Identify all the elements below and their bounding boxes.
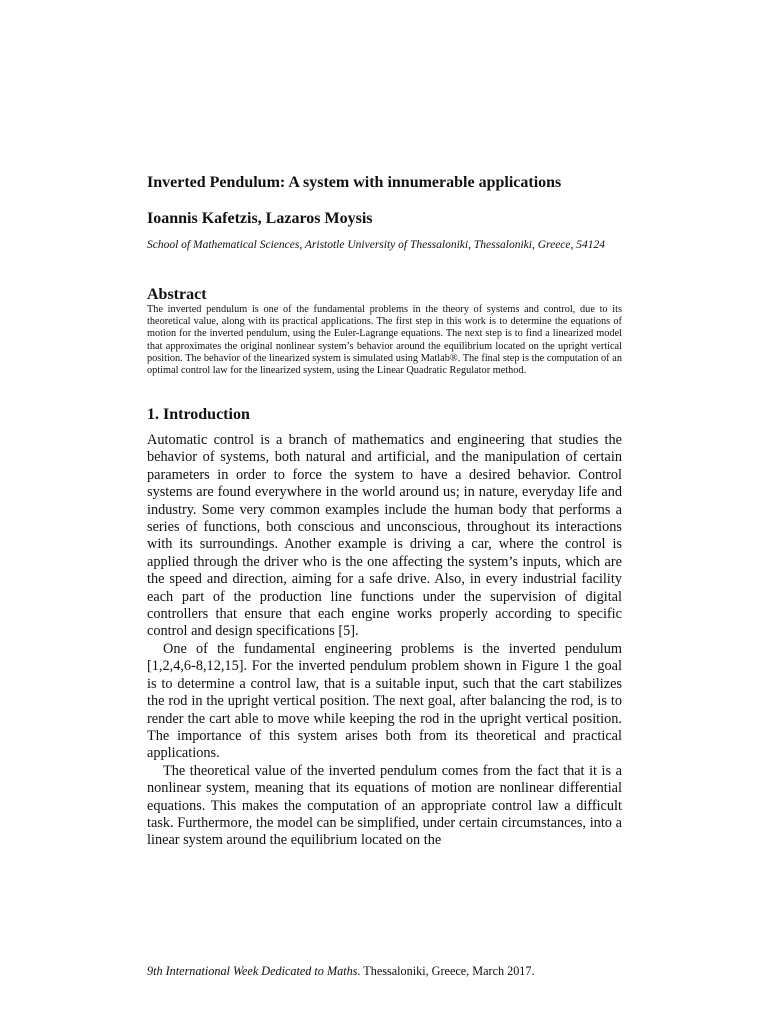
paper-page (147, 0, 622, 1024)
footer-location-date: . Thessaloniki, Greece, March 2017. (357, 964, 535, 978)
abstract-heading: Abstract (147, 286, 207, 303)
paragraph: One of the fundamental engineering problems is the inverted pendulum [1,2,4,6-8,12,15]. For the inverted pendulum problem shown in Figure 1 the goal is to determine a control law, that is a suitable input, such that the cart stabilizes the rod in the upright vertical position. The next goal, after balancing the rod, is to render the cart able to move while keeping the rod in the upright vertical position. The importance of this system arises both from its theoretical and practical applications. (147, 640, 622, 762)
section-heading-introduction: 1. Introduction (147, 406, 250, 423)
page-footer (147, 963, 622, 979)
paper-title: Inverted Pendulum: A system with innumerable applications (147, 174, 562, 191)
affiliation: School of Mathematical Sciences, Aristotle University of Thessaloniki, Thessaloniki, Greece, 54124 (147, 239, 606, 251)
footer-conference: 9th International Week Dedicated to Maths (147, 964, 358, 978)
paragraph: Automatic control is a branch of mathematics and engineering that studies the behavior of systems, both natural and artificial, and the manipulation of certain parameters in order to force the system to have a desired behavior. Control systems are found everywhere in the world around us; in nature, everyday life and industry. Some very common examples include the human body that performs a series of functions, both conscious and unconscious, throughout its interactions with its surroundings. Another example is driving a car, where the control is applied through the driver who is the one affecting the system’s inputs, which are the speed and direction, aiming for a safe drive. Also, in every industrial facility each part of the production line functions under the supervision of digital controllers that ensure that each engine works properly according to specific control and design specifications [5]. (147, 432, 622, 640)
author-list: Ioannis Kafetzis, Lazaros Moysis (147, 210, 373, 227)
abstract-text: The inverted pendulum is one of the fundamental problems in the theory of systems and control, due to its theoretical value, along with its practical applications. The first step in this work is to determine the equations of motion for the inverted pendulum, using the Euler-Lagrange equations. The next step is to find a linearized model that approximates the original nonlinear system’s behavior around the equilibrium located on the upright vertical position. The behavior of the linearized system is simulated using Matlab®. The final step is the computation of an optimal control law for the linearized system, using the Linear Quadratic Regulator method. (147, 304, 622, 377)
introduction-body (147, 432, 622, 850)
paragraph: The theoretical value of the inverted pendulum comes from the fact that it is a nonlinear system, meaning that its equations of motion are nonlinear differential equations. This makes the computation of an appropriate control law a difficult task. Furthermore, the model can be simplified, under certain circumstances, into a linear system around the equilibrium located on the (147, 762, 622, 849)
